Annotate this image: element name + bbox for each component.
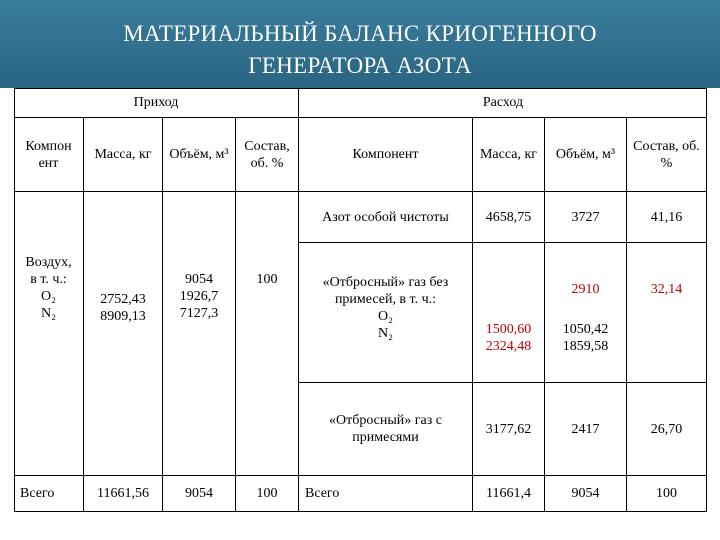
expense-row-1-volume: 3727 bbox=[571, 209, 600, 225]
expense-total-label: Всего bbox=[305, 486, 340, 501]
income-air-volume: 9054 1926,7 7127,3 bbox=[179, 271, 219, 321]
expense-row-2-composition: 32,14 bbox=[650, 281, 683, 297]
income-header: Приход bbox=[133, 95, 179, 110]
expense-total-mass: 11661,4 bbox=[486, 486, 531, 501]
income-col-volume: Объём, м³ bbox=[169, 147, 229, 162]
slide-title bbox=[20, 18, 700, 82]
title-line-2: ГЕНЕРАТОРА АЗОТА bbox=[248, 53, 472, 78]
expense-row-2-mass-parts: 1500,60 2324,48 bbox=[485, 322, 532, 354]
expense-row-3-volume: 2417 bbox=[571, 421, 600, 437]
expense-total-composition: 100 bbox=[656, 486, 677, 501]
income-total-volume: 9054 bbox=[185, 486, 213, 501]
expense-row-3-mass: 3177,62 bbox=[485, 421, 532, 437]
expense-row-3-component: «Отбросный» газ с примесями bbox=[328, 413, 442, 445]
expense-total-volume: 9054 bbox=[571, 486, 600, 501]
expense-row-2-volume-total: 2910 bbox=[571, 281, 600, 297]
income-col-component: Компон ент bbox=[25, 138, 72, 171]
expense-row-3-composition: 26,70 bbox=[650, 421, 683, 437]
expense-row-2-volume-parts: 1050,42 1859,58 bbox=[562, 322, 609, 354]
income-air-label: Воздух, в т. ч.: O₂ N₂ bbox=[25, 255, 72, 321]
expense-col-composition: Состав, об. % bbox=[633, 138, 700, 171]
income-total-mass: 11661,56 bbox=[97, 486, 149, 501]
income-col-composition: Состав, об. % bbox=[244, 138, 290, 171]
title-line-1: МАТЕРИАЛЬНЫЙ БАЛАНС КРИОГЕННОГО bbox=[123, 21, 597, 46]
expense-col-mass: Масса, кг bbox=[479, 147, 538, 162]
expense-col-volume: Объём, м³ bbox=[555, 147, 616, 162]
expense-row-1-composition: 41,16 bbox=[650, 209, 683, 225]
expense-header: Расход bbox=[482, 95, 524, 110]
balance-table bbox=[14, 88, 707, 512]
expense-row-2-component: «Отбросный» газ без примесей, в т. ч.: O₂ N₂ bbox=[322, 275, 449, 341]
expense-row-1-mass: 4658,75 bbox=[485, 209, 532, 225]
income-total-label: Всего bbox=[20, 486, 55, 501]
income-total-composition: 100 bbox=[256, 486, 278, 501]
expense-row-1-component: Азот особой чистоты bbox=[322, 209, 449, 225]
income-air-mass: 2752,43 8909,13 bbox=[100, 292, 146, 324]
income-air-composition: 100 bbox=[256, 271, 278, 287]
expense-col-component: Компонент bbox=[352, 147, 419, 162]
income-col-mass: Масса, кг bbox=[94, 147, 152, 162]
